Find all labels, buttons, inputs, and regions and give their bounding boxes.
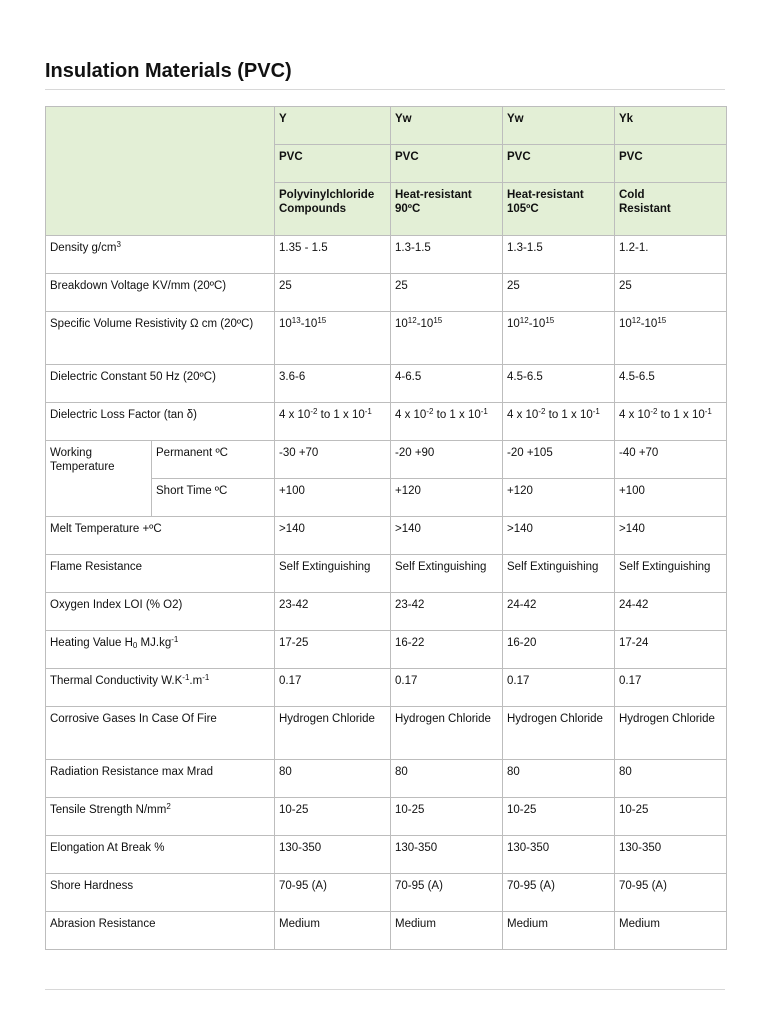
header-description-line: 105ºC <box>507 203 539 215</box>
value-exponent: -1 <box>480 407 488 416</box>
row-label: Flame Resistance <box>46 555 275 593</box>
header-description <box>275 183 391 236</box>
row-label-text: Heating Value H <box>50 637 133 649</box>
cell: -40 +70 <box>615 441 727 479</box>
value-separator: -10 <box>300 318 318 330</box>
value-part: to 1 x 10 <box>433 409 481 421</box>
header-description-line: Heat-resistant <box>507 189 584 201</box>
cell: 10-25 <box>275 798 391 836</box>
cell: Medium <box>275 912 391 950</box>
row-oxygen-index <box>46 593 727 631</box>
cell: Hydrogen Chloride <box>391 707 503 760</box>
value-part: to 1 x 10 <box>317 409 365 421</box>
cell: +120 <box>391 479 503 517</box>
cell: 80 <box>275 760 391 798</box>
cell: >140 <box>615 517 727 555</box>
header-description-line: Heat-resistant <box>395 189 472 201</box>
value-exponent: 13 <box>291 316 301 325</box>
cell: Medium <box>615 912 727 950</box>
cell: 10-25 <box>503 798 615 836</box>
cell <box>275 312 391 365</box>
row-dielectric-loss <box>46 403 727 441</box>
row-corrosive-gases <box>46 707 727 760</box>
cell: Medium <box>503 912 615 950</box>
row-label: Oxygen Index LOI (% O2) <box>46 593 275 631</box>
row-heating-value <box>46 631 727 669</box>
row-sublabel: Short Time ºC <box>152 479 275 517</box>
row-label: Breakdown Voltage KV/mm (20ºC) <box>46 274 275 312</box>
cell: 70-95 (A) <box>391 874 503 912</box>
header-description <box>615 183 727 236</box>
value-exponent: -1 <box>364 407 372 416</box>
header-material: PVC <box>503 145 615 183</box>
cell: Medium <box>391 912 503 950</box>
row-sublabel: Permanent ºC <box>152 441 275 479</box>
row-label: Dielectric Loss Factor (tan δ) <box>46 403 275 441</box>
cell: 0.17 <box>503 669 615 707</box>
cell <box>391 312 503 365</box>
cell: >140 <box>391 517 503 555</box>
cell <box>615 403 727 441</box>
cell: 130-350 <box>615 836 727 874</box>
cell: 25 <box>615 274 727 312</box>
cell: 3.6-6 <box>275 365 391 403</box>
value-part: to 1 x 10 <box>545 409 593 421</box>
header-material: PVC <box>275 145 391 183</box>
row-label: Working Temperature <box>46 441 152 517</box>
value-base: 10 <box>395 318 408 330</box>
header-description <box>391 183 503 236</box>
cell: 16-20 <box>503 631 615 669</box>
row-elongation <box>46 836 727 874</box>
value-part: 4 x 10 <box>619 409 651 421</box>
cell: 1.3-1.5 <box>503 236 615 274</box>
header-material: PVC <box>391 145 503 183</box>
cell: 23-42 <box>275 593 391 631</box>
row-label-sup: 2 <box>166 802 171 811</box>
page-title: Insulation Materials (PVC) <box>45 60 292 82</box>
value-exponent: 15 <box>545 316 555 325</box>
pvc-properties-table <box>45 106 727 950</box>
cell: Hydrogen Chloride <box>615 707 727 760</box>
row-density <box>46 236 727 274</box>
row-label <box>46 236 275 274</box>
cell <box>275 403 391 441</box>
cell: 17-25 <box>275 631 391 669</box>
cell: 130-350 <box>391 836 503 874</box>
row-label: Dielectric Constant 50 Hz (20ºC) <box>46 365 275 403</box>
value-separator: -10 <box>528 318 546 330</box>
cell: -30 +70 <box>275 441 391 479</box>
header-description-line: Polyvinylchloride <box>279 189 375 201</box>
value-separator: -10 <box>416 318 434 330</box>
cell: >140 <box>503 517 615 555</box>
row-label-text: Density g/cm <box>50 242 117 254</box>
cell: 4.5-6.5 <box>503 365 615 403</box>
cell: 1.35 - 1.5 <box>275 236 391 274</box>
row-thermal-conductivity <box>46 669 727 707</box>
value-exponent: 12 <box>519 316 529 325</box>
value-exponent: -2 <box>310 407 318 416</box>
cell: Self Extinguishing <box>615 555 727 593</box>
row-label-sub: 0 <box>132 641 138 650</box>
cell: +120 <box>503 479 615 517</box>
row-label-sup: -1 <box>202 673 210 682</box>
cell <box>615 312 727 365</box>
row-label <box>46 669 275 707</box>
cell: +100 <box>275 479 391 517</box>
header-code: Yw <box>503 107 615 145</box>
header-description-line: Compounds <box>279 203 347 215</box>
value-exponent: 15 <box>317 316 327 325</box>
value-exponent: 12 <box>631 316 641 325</box>
row-label: Shore Hardness <box>46 874 275 912</box>
cell: 4.5-6.5 <box>615 365 727 403</box>
header-description-line: 90ºC <box>395 203 421 215</box>
row-label: Specific Volume Resistivity Ω cm (20ºC) <box>46 312 275 365</box>
cell: Self Extinguishing <box>275 555 391 593</box>
cell: 1.2-1. <box>615 236 727 274</box>
cell: 0.17 <box>391 669 503 707</box>
header-description-line: Resistant <box>619 203 671 215</box>
cell: -20 +105 <box>503 441 615 479</box>
footer-divider <box>45 989 725 990</box>
row-breakdown-voltage <box>46 274 727 312</box>
header-code: Yw <box>391 107 503 145</box>
row-label-text: MJ.kg <box>137 637 172 649</box>
row-label: Melt Temperature +ºC <box>46 517 275 555</box>
value-part: 4 x 10 <box>395 409 427 421</box>
row-label-text: Tensile Strength N/mm <box>50 804 167 816</box>
value-exponent: -1 <box>592 407 600 416</box>
row-radiation-resistance <box>46 760 727 798</box>
cell: 80 <box>391 760 503 798</box>
cell: 80 <box>503 760 615 798</box>
row-label-text: .m <box>189 675 203 687</box>
cell: 25 <box>503 274 615 312</box>
value-part: to 1 x 10 <box>657 409 705 421</box>
cell: 24-42 <box>615 593 727 631</box>
value-base: 10 <box>279 318 292 330</box>
row-label-sup: 3 <box>116 240 121 249</box>
row-tensile-strength <box>46 798 727 836</box>
row-abrasion-resistance <box>46 912 727 950</box>
row-label-text: Thermal Conductivity W.K <box>50 675 183 687</box>
value-separator: -10 <box>640 318 658 330</box>
cell: 70-95 (A) <box>503 874 615 912</box>
value-base: 10 <box>619 318 632 330</box>
cell: 70-95 (A) <box>615 874 727 912</box>
cell <box>503 403 615 441</box>
cell: 4-6.5 <box>391 365 503 403</box>
cell: 17-24 <box>615 631 727 669</box>
header-material: PVC <box>615 145 727 183</box>
cell: Hydrogen Chloride <box>503 707 615 760</box>
row-label-sup: -1 <box>182 673 190 682</box>
cell: 80 <box>615 760 727 798</box>
row-volume-resistivity <box>46 312 727 365</box>
cell: 10-25 <box>391 798 503 836</box>
header-description <box>503 183 615 236</box>
header-row-code <box>46 107 727 145</box>
cell: 1.3-1.5 <box>391 236 503 274</box>
value-exponent: 15 <box>657 316 667 325</box>
row-label: Corrosive Gases In Case Of Fire <box>46 707 275 760</box>
cell: -20 +90 <box>391 441 503 479</box>
value-exponent: -1 <box>704 407 712 416</box>
row-label: Elongation At Break % <box>46 836 275 874</box>
cell: >140 <box>275 517 391 555</box>
row-melt-temperature <box>46 517 727 555</box>
cell: 130-350 <box>275 836 391 874</box>
row-shore-hardness <box>46 874 727 912</box>
cell: +100 <box>615 479 727 517</box>
header-corner <box>46 107 275 236</box>
value-exponent: -2 <box>538 407 546 416</box>
cell <box>503 312 615 365</box>
header-code: Yk <box>615 107 727 145</box>
value-exponent: -2 <box>650 407 658 416</box>
value-exponent: 15 <box>433 316 443 325</box>
cell: Self Extinguishing <box>503 555 615 593</box>
value-exponent: -2 <box>426 407 434 416</box>
cell: 23-42 <box>391 593 503 631</box>
cell: 25 <box>275 274 391 312</box>
row-label: Abrasion Resistance <box>46 912 275 950</box>
cell: 0.17 <box>615 669 727 707</box>
title-divider <box>45 89 725 90</box>
row-dielectric-constant <box>46 365 727 403</box>
value-base: 10 <box>507 318 520 330</box>
row-label: Radiation Resistance max Mrad <box>46 760 275 798</box>
cell: 0.17 <box>275 669 391 707</box>
cell: Hydrogen Chloride <box>275 707 391 760</box>
value-part: 4 x 10 <box>279 409 311 421</box>
value-exponent: 12 <box>407 316 417 325</box>
cell <box>391 403 503 441</box>
row-working-temp-permanent <box>46 441 727 479</box>
header-description-line: Cold <box>619 189 645 201</box>
cell: 10-25 <box>615 798 727 836</box>
cell: 16-22 <box>391 631 503 669</box>
cell: 24-42 <box>503 593 615 631</box>
cell: 25 <box>391 274 503 312</box>
row-flame-resistance <box>46 555 727 593</box>
cell: 70-95 (A) <box>275 874 391 912</box>
row-label-sup: -1 <box>171 635 179 644</box>
row-label <box>46 798 275 836</box>
cell: 130-350 <box>503 836 615 874</box>
row-label <box>46 631 275 669</box>
header-code: Y <box>275 107 391 145</box>
cell: Self Extinguishing <box>391 555 503 593</box>
value-part: 4 x 10 <box>507 409 539 421</box>
